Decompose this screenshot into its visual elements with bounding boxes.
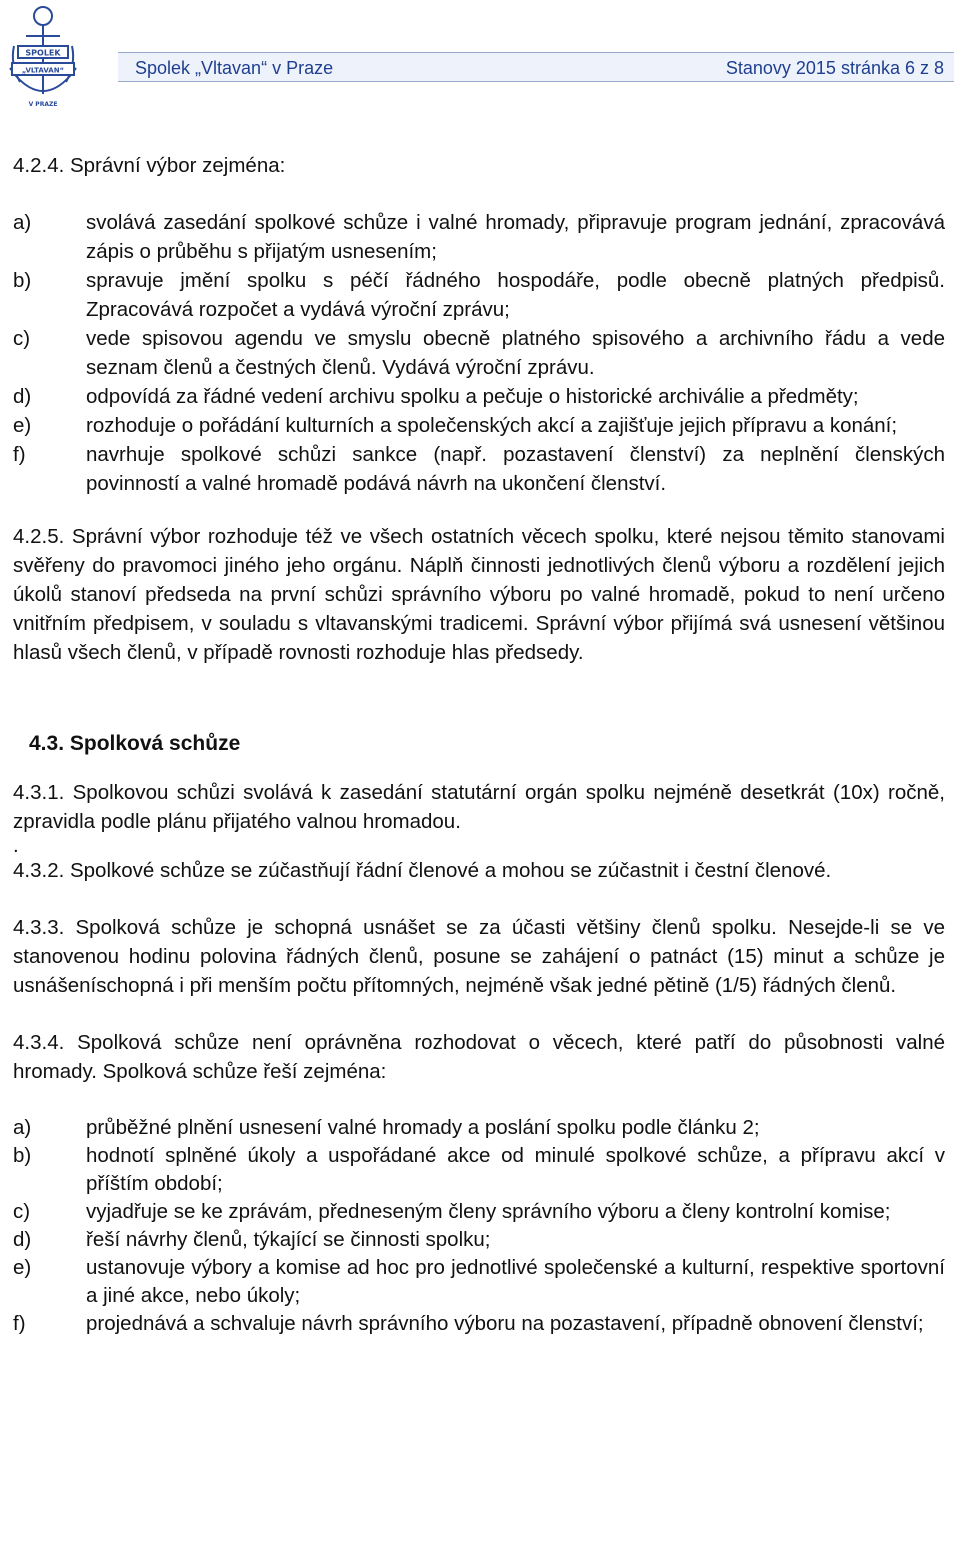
list-item <box>13 382 945 411</box>
list-item-label: d) <box>13 385 32 408</box>
list-item-text: hodnotí splněné úkoly a uspořádané akce od minulé spolkové schůze, a přípravu akcí v příštím období; <box>86 1144 945 1195</box>
section-dot: . <box>13 834 19 857</box>
list-item-text: projednává a schvaluje návrh správního výboru na pozastavení, případně obnovení členství; <box>86 1312 924 1335</box>
section-4-3-heading: 4.3. Spolková schůze <box>29 732 241 755</box>
list-item-text: svolává zasedání spolkové schůze i valné hromady, připravuje program jednání, zpracovává zápis o průběhu s přijatým usnesením; <box>86 211 945 263</box>
list-item-label: d) <box>13 1228 32 1251</box>
list-item <box>13 208 945 266</box>
list-item-text: spravuje jmění spolku s péčí řádného hospodáře, podle obecně platných předpisů. Zpracovává rozpočet a vydává výroční zprávu; <box>86 269 945 321</box>
section-4-2-5: 4.2.5. Správní výbor rozhoduje též ve všech ostatních věcech spolku, které nejsou těmito stanovami svěřeny do pravomoci jiného jeho orgánu. Náplň činnosti jednotlivých členů výboru a rozdělení jejich úkolů stanoví předseda na první schůzi správního výboru po valné hromadě, pokud to není určeno vnitřním předpisem, v souladu s vltavanskými tradicemi. Správní výbor přijímá svá usnesení většinou hlasů všech členů, v případě rovnosti rozhoduje hlas předsedy. <box>13 525 945 664</box>
list-item <box>13 1198 945 1226</box>
section-4-2-4-list <box>13 208 945 498</box>
list-item <box>13 1142 945 1198</box>
list-item <box>13 266 945 324</box>
list-item <box>13 1254 945 1310</box>
logo-text-top: SPOLEK <box>25 48 61 58</box>
header-page-info: Stanovy 2015 stránka 6 z 8 <box>725 58 944 78</box>
list-item-text: ustanovuje výbory a komise ad hoc pro jednotlivé společenské a kulturní, respektive sportovní a jiné akce, nebo úkoly; <box>86 1256 945 1307</box>
list-item-label: a) <box>13 211 32 234</box>
list-item <box>13 324 945 382</box>
list-item-label: f) <box>13 1312 26 1335</box>
list-item-label: e) <box>13 1256 32 1279</box>
list-item-text: vyjadřuje se ke zprávám, předneseným členy správního výboru a členy kontrolní komise; <box>86 1200 891 1223</box>
list-item-text: rozhoduje o pořádání kulturních a společenských akcí a zajišťuje jejich přípravu a konání; <box>86 414 898 437</box>
header-org-name: Spolek „Vltavan“ v Praze <box>135 58 334 78</box>
list-item <box>13 440 945 498</box>
list-item-text: odpovídá za řádné vedení archivu spolku a pečuje o historické archiválie a předměty; <box>86 385 859 408</box>
logo-text-bottom: V PRAZE <box>28 101 58 108</box>
section-4-3-4-intro: 4.3.4. Spolková schůze není oprávněna rozhodovat o věcech, které patří do působnosti valné hromady. Spolková schůze řeší zejména: <box>13 1031 945 1083</box>
list-item-label: a) <box>13 1116 32 1139</box>
list-item-text: průběžné plnění usnesení valné hromady a poslání spolku podle článku 2; <box>86 1116 760 1139</box>
list-item-label: e) <box>13 414 32 437</box>
list-item <box>13 1114 945 1142</box>
document-body <box>13 151 945 1338</box>
list-item-label: c) <box>13 1200 31 1223</box>
list-item-text: vede spisovou agendu ve smyslu obecně platného spisového a archivního řádu a vede seznam členů a čestných členů. Vydává výroční zprávu. <box>86 327 945 379</box>
list-item-text: řeší návrhy členů, týkající se činnosti spolku; <box>86 1228 491 1251</box>
list-item-text: navrhuje spolkové schůzi sankce (např. pozastavení členství) za neplnění členských povinností a valné hromadě podává návrh na ukončení členství. <box>86 443 945 495</box>
list-item <box>13 411 945 440</box>
list-item-label: f) <box>13 443 26 466</box>
list-item-label: c) <box>13 327 31 350</box>
section-4-3-1: 4.3.1. Spolkovou schůzi svolává k zasedání statutární orgán spolku nejméně desetkrát (10x) ročně, zpravidla podle plánu přijatého valnou hromadou. <box>13 781 945 833</box>
list-item-label: b) <box>13 269 32 292</box>
section-4-3-4-list <box>13 1114 945 1338</box>
section-4-3-2: 4.3.2. Spolkové schůze se zúčastňují řádní členové a mohou se zúčastnit i čestní členové. <box>13 859 832 882</box>
spolek-vltavan-logo-icon <box>4 2 82 112</box>
list-item <box>13 1226 945 1254</box>
section-4-2-4-title: 4.2.4. Správní výbor zejména: <box>13 154 286 177</box>
section-4-3-3: 4.3.3. Spolková schůze je schopná usnášet se za účasti většiny členů spolku. Nesejde-li se ve stanovenou hodinu polovina řádných členů, posune se zahájení o patnáct (15) minut a schůze je usnášeníschopná i při menším počtu přítomných, nejméně však jedné pětině (1/5) řádných členů. <box>13 916 945 997</box>
list-item <box>13 1310 945 1338</box>
list-item-label: b) <box>13 1144 32 1167</box>
logo-text-mid: „VLTAVAN“ <box>21 66 65 75</box>
